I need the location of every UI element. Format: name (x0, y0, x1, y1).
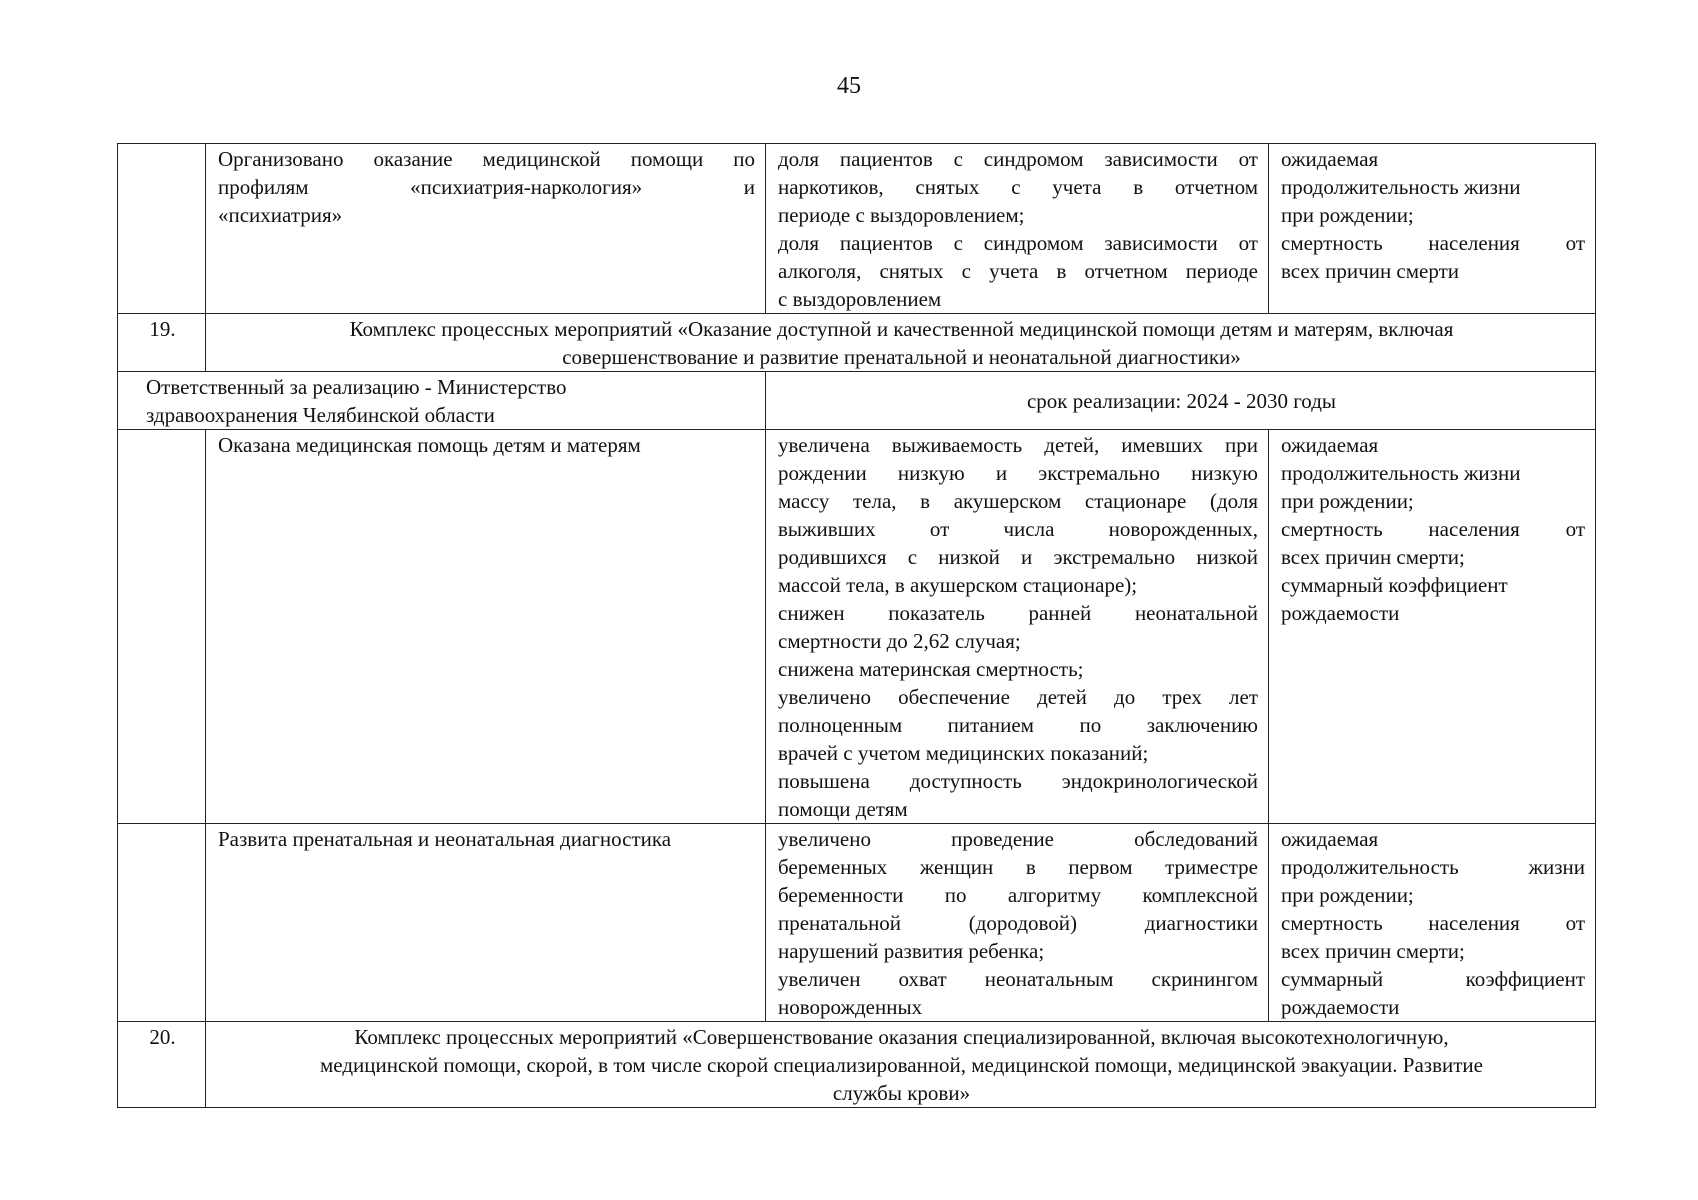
text-line: увеличен охват неонатальным скринингом (778, 967, 1258, 991)
section-title-cell (206, 1022, 1596, 1108)
table-row-prenatal-diagnostics (118, 824, 1596, 1022)
text-line: беременности по алгоритму комплексной (778, 883, 1258, 907)
text-line: увеличено проведение обследований (778, 827, 1258, 851)
text-line: совершенствование и развитие пренатальной и неонатальной диагностики» (562, 345, 1241, 369)
text-line: суммарный коэффициент (1281, 573, 1508, 597)
text-line: периоде с выздоровлением; (778, 203, 1025, 227)
text-line: полноценным питанием по заключению (778, 713, 1258, 737)
text-line: медицинской помощи, скорой, в том числе скорой специализированной, медицинской помощи, медицинской эвакуации. Развитие (320, 1053, 1483, 1077)
responsible-cell (118, 372, 766, 430)
text-line: снижена материнская смертность; (778, 657, 1084, 681)
text-line: всех причин смерти (1281, 259, 1459, 283)
text-line: увеличено обеспечение детей до трех лет (778, 685, 1258, 709)
goal-cell (1269, 430, 1596, 824)
text-line: смертности до 2,62 случая; (778, 629, 1021, 653)
table-row-section-20 (118, 1022, 1596, 1108)
text-line: увеличена выживаемость детей, имевших при (778, 433, 1258, 457)
row-number-cell (118, 144, 206, 314)
task-cell (206, 430, 766, 824)
text-line: рождаемости (1281, 995, 1400, 1019)
text-line: продолжительность жизни (1281, 461, 1521, 485)
goal-cell (1269, 824, 1596, 1022)
task-cell (206, 824, 766, 1022)
row-number-cell: 19. (118, 314, 206, 372)
page-number: 45 (837, 73, 861, 99)
table-row-children-care (118, 430, 1596, 824)
text-line: снижен показатель ранней неонатальной (778, 601, 1258, 625)
row-number-cell: 20. (118, 1022, 206, 1108)
row-number-cell (118, 430, 206, 824)
text-line: ожидаемая (1281, 827, 1379, 851)
text-line: «психиатрия» (218, 203, 343, 227)
text-line: ожидаемая (1281, 433, 1379, 457)
text-line: родившихся с низкой и экстремально низкой (778, 545, 1258, 569)
text-line: повышена доступность эндокринологической (778, 769, 1258, 793)
text-line: Ответственный за реализацию - Министерство (146, 375, 567, 399)
text-line: ожидаемая (1281, 147, 1379, 171)
text-line: суммарный коэффициент (1281, 967, 1585, 991)
text-line: пренатальной (дородовой) диагностики (778, 911, 1258, 935)
task-cell (206, 144, 766, 314)
text-line: с выздоровлением (778, 287, 942, 311)
text-line: всех причин смерти; (1281, 939, 1465, 963)
text-line: службы крови» (832, 1081, 971, 1105)
indicator-cell (766, 144, 1269, 314)
text-line: смертность населения от (1281, 911, 1585, 935)
text-line: новорожденных (778, 995, 923, 1019)
text-line: массой тела, в акушерском стационаре); (778, 573, 1138, 597)
text-line: при рождении; (1281, 489, 1414, 513)
row-number-cell (118, 824, 206, 1022)
text-line: рождении низкую и экстремально низкую (778, 461, 1258, 485)
table-row-section-19 (118, 314, 1596, 372)
table-row-responsible (118, 372, 1596, 430)
text-line: Комплекс процессных мероприятий «Совершенствование оказания специализированной, включая высокотехнологичную, (354, 1025, 1449, 1049)
text-line: при рождении; (1281, 203, 1414, 227)
text-line: Организовано оказание медицинской помощи по (218, 147, 755, 171)
text-line: нарушений развития ребенка; (778, 939, 1045, 963)
text-line: доля пациентов с синдромом зависимости от (778, 147, 1258, 171)
indicator-cell (766, 824, 1269, 1022)
text-line: смертность населения от (1281, 231, 1585, 255)
text-line: наркотиков, снятых с учета в отчетном (778, 175, 1258, 199)
indicator-cell (766, 430, 1269, 824)
term-cell: срок реализации: 2024 - 2030 годы (766, 372, 1596, 430)
goal-cell (1269, 144, 1596, 314)
text-line: профилям «психиатрия-наркология» и (218, 175, 755, 199)
text-line: рождаемости (1281, 601, 1400, 625)
text-line: массу тела, в акушерском стационаре (доля (778, 489, 1258, 513)
section-title-cell (206, 314, 1596, 372)
text-line: беременных женщин в первом триместре (778, 855, 1258, 879)
text-line: здравоохранения Челябинской области (146, 403, 495, 427)
text-line: смертность населения от (1281, 517, 1585, 541)
text-line: врачей с учетом медицинских показаний; (778, 741, 1149, 765)
text-line: алкоголя, снятых с учета в отчетном периоде (778, 259, 1258, 283)
text-line: продолжительность жизни (1281, 855, 1585, 879)
text-line: при рождении; (1281, 883, 1414, 907)
text-line: доля пациентов с синдромом зависимости от (778, 231, 1258, 255)
text-line: выживших от числа новорожденных, (778, 517, 1258, 541)
text-line: помощи детям (778, 797, 908, 821)
text-line: Комплекс процессных мероприятий «Оказание доступной и качественной медицинской помощи детям и матерям, включая (349, 317, 1454, 341)
text-line: продолжительность жизни (1281, 175, 1521, 199)
text-line: Оказана медицинская помощь детям и матерям (218, 433, 641, 457)
program-table (117, 143, 1596, 1108)
text-line: Развита пренатальная и неонатальная диагностика (218, 827, 672, 851)
text-line: всех причин смерти; (1281, 545, 1465, 569)
table-row-psychiatry (118, 144, 1596, 314)
